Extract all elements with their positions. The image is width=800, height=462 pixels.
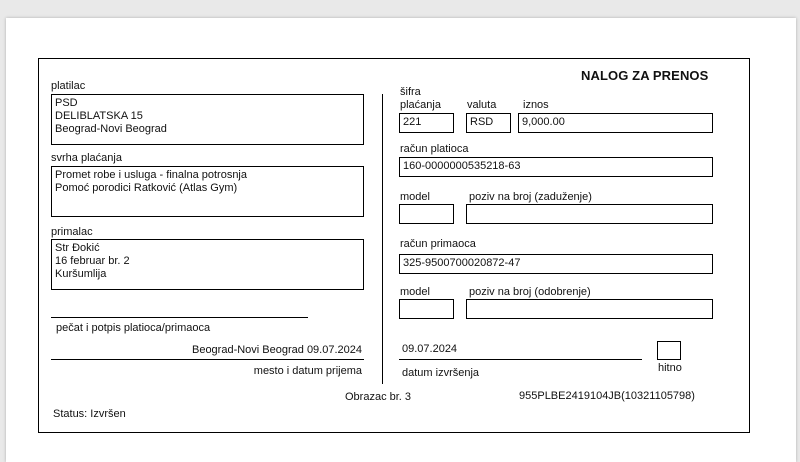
payment-code-label-1: šifra bbox=[400, 86, 421, 98]
payer-line-3: Beograd-Novi Beograd bbox=[55, 123, 167, 135]
stamp-signature-label: pečat i potpis platioca/primaoca bbox=[56, 322, 211, 334]
payer-label: platilac bbox=[51, 80, 86, 92]
urgent-label: hitno bbox=[658, 362, 682, 374]
recipient-account-field: 325-9500700020872-47 bbox=[399, 254, 713, 274]
payer-box bbox=[51, 94, 364, 145]
credit-reference-field bbox=[466, 299, 713, 319]
credit-reference-label: poziv na broj (odobrenje) bbox=[469, 286, 591, 298]
purpose-label: svrha plaćanja bbox=[51, 152, 122, 164]
recipient-line-3: Kuršumlija bbox=[55, 268, 107, 280]
purpose-line-1: Promet robe i usluga - finalna potrosnja bbox=[55, 169, 247, 181]
recipient-box bbox=[51, 239, 364, 290]
recipient-line-1: Str Đokić bbox=[55, 242, 100, 254]
execution-date-value: 09.07.2024 bbox=[402, 343, 458, 355]
execution-date-line bbox=[399, 359, 642, 360]
credit-model-label: model bbox=[400, 286, 430, 298]
debit-model-field bbox=[399, 204, 454, 224]
place-date-line bbox=[51, 359, 364, 360]
status-text: Status: Izvršen bbox=[53, 408, 126, 420]
purpose-line-2: Pomoć porodici Ratković (Atlas Gym) bbox=[55, 182, 238, 194]
currency-label: valuta bbox=[467, 99, 497, 111]
payer-account-label: račun platioca bbox=[400, 143, 469, 155]
credit-model-field bbox=[399, 299, 454, 319]
debit-model-label: model bbox=[400, 191, 430, 203]
recipient-account-label: račun primaoca bbox=[400, 238, 476, 250]
form-title: NALOG ZA PRENOS bbox=[581, 68, 709, 83]
place-date-value: Beograd-Novi Beograd 09.07.2024 bbox=[191, 344, 362, 356]
recipient-label: primalac bbox=[51, 226, 93, 238]
form-number: Obrazac br. 3 bbox=[345, 391, 412, 403]
debit-reference-label: poziv na broj (zaduženje) bbox=[469, 191, 592, 203]
payment-code-label-2: plaćanja bbox=[400, 99, 441, 111]
urgent-checkbox bbox=[657, 341, 681, 360]
payment-code-field: 221 bbox=[399, 113, 454, 133]
payer-line-2: DELIBLATSKA 15 bbox=[55, 110, 143, 122]
reference-code: 955PLBE2419104JB(10321105798) bbox=[519, 390, 695, 402]
payer-line-1: PSD bbox=[55, 97, 78, 109]
recipient-line-2: 16 februar br. 2 bbox=[55, 255, 130, 267]
amount-label: iznos bbox=[523, 99, 549, 111]
signature-line bbox=[51, 317, 308, 318]
execution-date-label: datum izvršenja bbox=[402, 367, 480, 379]
currency-field: RSD bbox=[466, 113, 511, 133]
payer-account-field: 160-0000000535218-63 bbox=[399, 157, 713, 177]
place-date-label: mesto i datum prijema bbox=[253, 365, 362, 377]
debit-reference-field bbox=[466, 204, 713, 224]
purpose-box bbox=[51, 166, 364, 217]
column-divider bbox=[382, 94, 383, 384]
amount-field: 9,000.00 bbox=[518, 113, 713, 133]
